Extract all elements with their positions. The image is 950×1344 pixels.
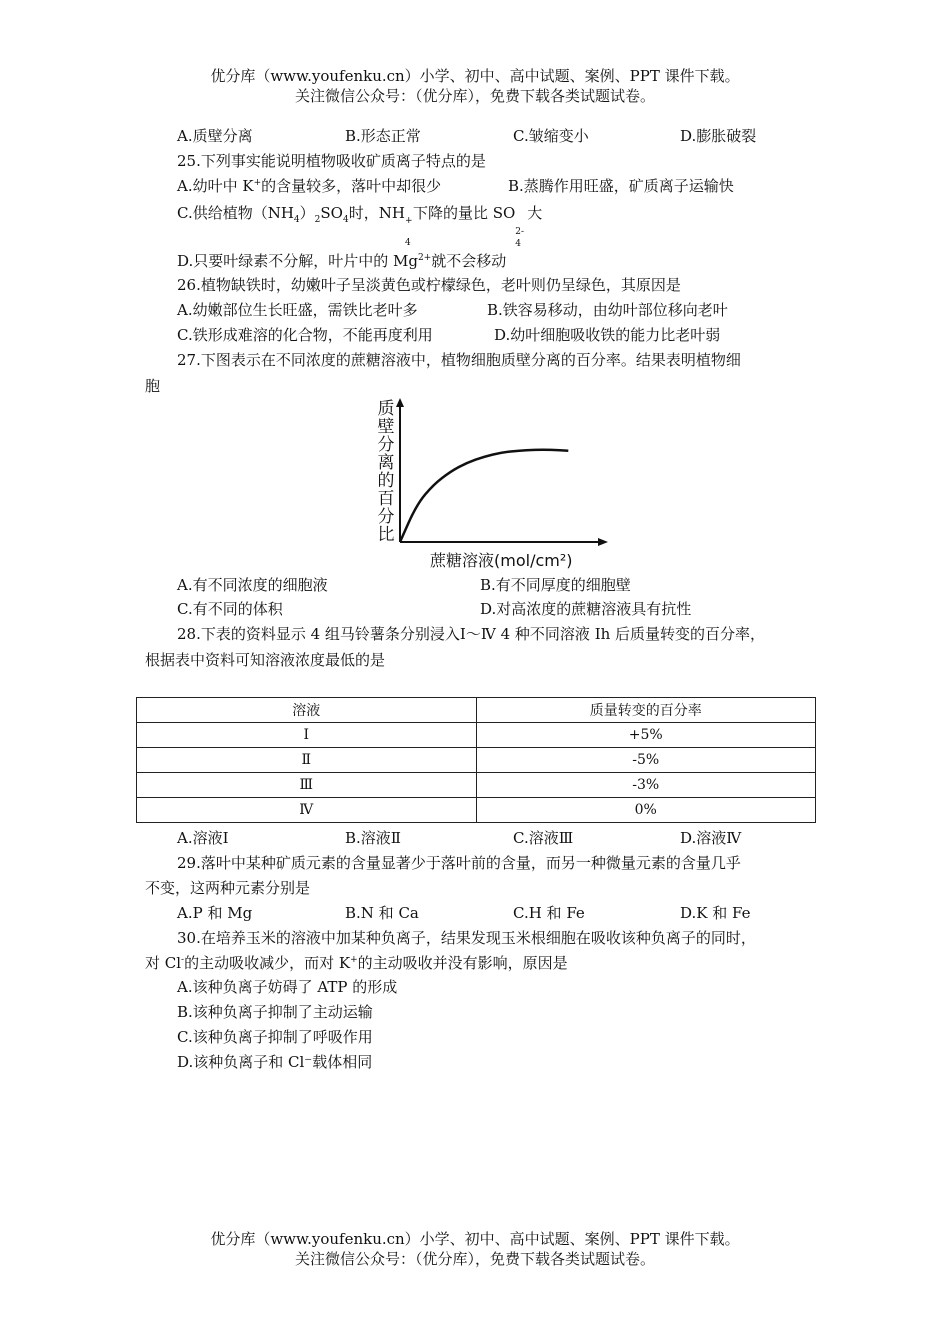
table-header-cell: 质量转变的百分率 (476, 698, 816, 723)
q25-option-a: A.幼叶中 K+的含量较多，落叶中却很少 (177, 177, 442, 195)
q29-option-b: B.N 和 Ca (345, 904, 419, 922)
q28-table (136, 697, 816, 823)
y-axis-label-char: 壁 (377, 417, 395, 437)
table-row (137, 798, 816, 823)
q25-option-c: C.供给植物$(NH_4)_2SO_4$时，NH + 4 下降的量比 SO 2- 4 大 (177, 204, 543, 249)
q27-option-d: D.对高浓度的蔗糖溶液具有抗性 (480, 600, 692, 618)
table-cell: +5% (476, 723, 816, 748)
table-header-row (137, 698, 816, 723)
q26-option-c: C.铁形成难溶的化合物，不能再度利用 (177, 326, 433, 344)
q24-option-b: B.形态正常 (345, 127, 421, 145)
table-cell: Ⅰ (137, 723, 477, 748)
q28-stem-line-2: 根据表中资料可知溶液浓度最低的是 (145, 651, 386, 669)
q29-stem-line-2: 不变，这两种元素分别是 (145, 879, 311, 897)
q26-option-a: A.幼嫩部位生长旺盛，需铁比老叶多 (177, 301, 418, 319)
table-row (137, 748, 816, 773)
x-axis-label: 蔗糖溶液(mol/cm²) (430, 551, 573, 570)
table-cell: Ⅲ (137, 773, 477, 798)
q29-option-d: D.K 和 Fe (680, 904, 751, 922)
q30-option-c: C.该种负离子抑制了呼吸作用 (177, 1028, 373, 1046)
q29-option-a: A.P 和 Mg (177, 904, 253, 922)
y-axis-label-char: 比 (377, 525, 395, 545)
table-row (137, 723, 816, 748)
x-axis-arrow (598, 538, 608, 546)
q24-option-a: A.质壁分离 (177, 127, 253, 145)
header-line-1: 优分库（www.youfenku.cn）小学、初中、高中试题、案例、PPT 课件下载。 (210, 67, 740, 85)
q30-option-d: D.该种负离子和 Cl⁻载体相同 (177, 1053, 373, 1071)
q26-stem: 26.植物缺铁时，幼嫩叶子呈淡黄色或柠檬绿色，老叶则仍呈绿色，其原因是 (177, 276, 681, 294)
table-cell: 0% (476, 798, 816, 823)
footer-line-1: 优分库（www.youfenku.cn）小学、初中、高中试题、案例、PPT 课件下载。 (210, 1230, 740, 1248)
q28-option-b: B.溶液Ⅱ (345, 829, 401, 847)
q27-option-b: B.有不同厚度的细胞壁 (480, 576, 631, 594)
q28-stem-line-1: 28.下表的资料显示 4 组马铃薯条分别浸入Ⅰ～Ⅳ 4 种不同溶液 Ih 后质量转变的百分率， (177, 625, 766, 643)
q26-option-b: B.铁容易移动，由幼叶部位移向老叶 (487, 301, 728, 319)
y-axis-label-char: 质 (377, 399, 395, 419)
y-axis-label-char: 离 (377, 453, 395, 473)
y-axis-label-char: 分 (377, 435, 395, 455)
q28-option-c: C.溶液Ⅲ (513, 829, 574, 847)
q24-option-d: D.膨胀破裂 (680, 127, 757, 145)
y-axis-arrow (396, 398, 404, 407)
table-cell: Ⅱ (137, 748, 477, 773)
data-series-line (400, 450, 568, 542)
y-axis-label-char: 百 (377, 489, 395, 509)
q25-option-d: D.只要叶绿素不分解，叶片中的 $Mg^{2+}$就不会移动 (177, 252, 507, 270)
q30-option-b: B.该种负离子抑制了主动运输 (177, 1003, 373, 1021)
q25-stem: 25.下列事实能说明植物吸收矿质离子特点的是 (177, 152, 486, 170)
q27-option-c: C.有不同的体积 (177, 600, 283, 618)
q29-stem-line-1: 29.落叶中某种矿质元素的含量显著少于落叶前的含量，而另一种微量元素的含量几乎 (177, 854, 741, 872)
y-axis-label-char: 的 (377, 471, 395, 491)
table-header-cell: 溶液 (137, 698, 477, 723)
q24-option-c: C.皱缩变小 (513, 127, 589, 145)
y-axis-label-char: 分 (377, 507, 395, 527)
header-line-2: 关注微信公众号：（优分库），免费下载各类试题试卷。 (294, 87, 655, 105)
q29-option-c: C.H 和 Fe (513, 904, 585, 922)
q25-option-b: B.蒸腾作用旺盛，矿质离子运输快 (508, 177, 734, 195)
table-cell: Ⅳ (137, 798, 477, 823)
q26-option-d: D.幼叶细胞吸收铁的能力比老叶弱 (494, 326, 721, 344)
q28-option-d: D.溶液Ⅳ (680, 829, 742, 847)
table-cell: -3% (476, 773, 816, 798)
plasmolysis-chart (390, 395, 615, 555)
q28-option-a: A.溶液Ⅰ (177, 829, 229, 847)
q27-stem-line-1: 27.下图表示在不同浓度的蔗糖溶液中，植物细胞质壁分离的百分率。结果表明植物细 (177, 351, 741, 369)
q30-stem-line-2: 对 Cl-的主动吸收减少，而对 K+的主动吸收并没有影响，原因是 (145, 954, 568, 972)
footer-line-2: 关注微信公众号：（优分库），免费下载各类试题试卷。 (294, 1250, 655, 1268)
table-cell: -5% (476, 748, 816, 773)
q30-option-a: A.该种负离子妨碍了 ATP 的形成 (177, 978, 398, 996)
q30-stem-line-1: 30.在培养玉米的溶液中加某种负离子，结果发现玉米根细胞在吸收该种负离子的同时， (177, 929, 756, 947)
q27-option-a: A.有不同浓度的细胞液 (177, 576, 328, 594)
q27-stem-line-2: 胞 (145, 377, 161, 395)
table-row (137, 773, 816, 798)
